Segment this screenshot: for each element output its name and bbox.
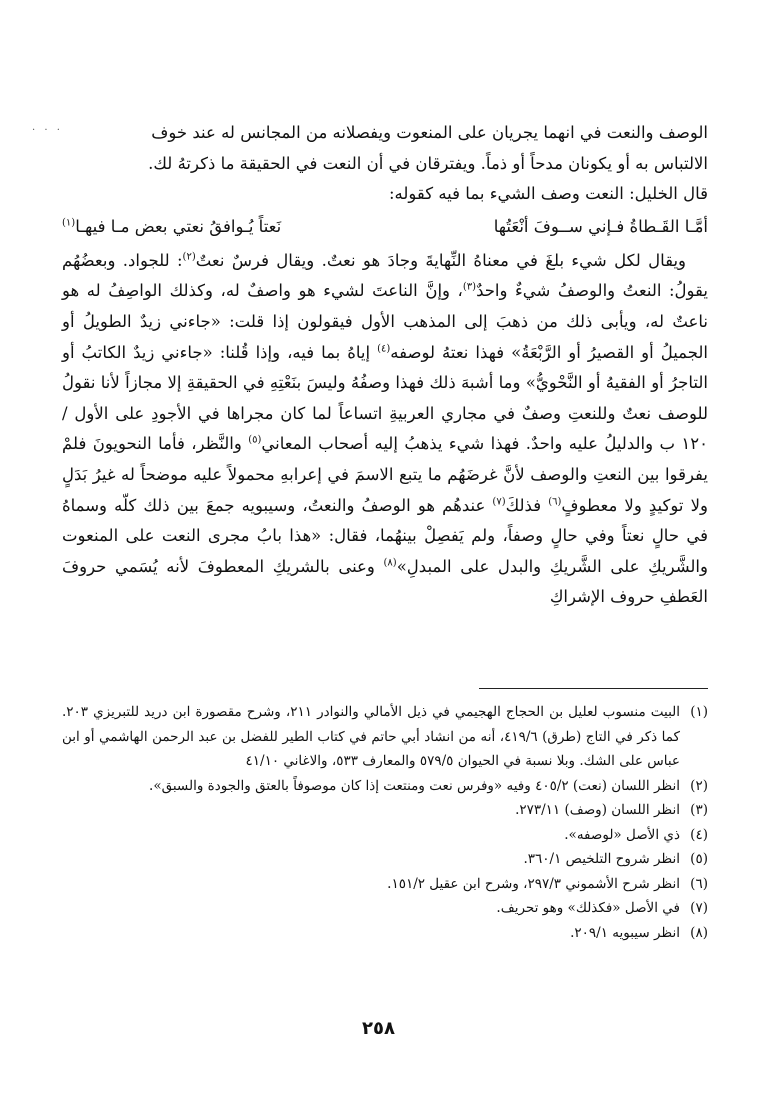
footnote-divider bbox=[479, 688, 708, 689]
poetry-verse bbox=[62, 212, 708, 242]
footnote-number: (٦) bbox=[690, 875, 708, 892]
footnote-ref-4: (٤) bbox=[377, 343, 391, 355]
footnote-text: انظر اللسان (وصف) ٢٧٣/١١. bbox=[515, 802, 680, 818]
footnote-text: انظر سيبويه ٢٠٩/١. bbox=[570, 924, 680, 941]
footnote-number: (٢) bbox=[690, 777, 708, 794]
footnote-ref-2: (٢) bbox=[182, 251, 196, 263]
footnote-ref-8: (٨) bbox=[383, 557, 397, 569]
footnote-number: (٧) bbox=[690, 900, 708, 916]
text-line-1: الوصف والنعت في انهما يجريان على المنعوت ويفصلانه من المجانس له عند خوف bbox=[151, 123, 708, 142]
footnote-number: (٤) bbox=[690, 826, 708, 843]
footnote-ref-1: (١) bbox=[62, 217, 76, 229]
margin-mark: . . . bbox=[32, 122, 63, 133]
main-paragraph bbox=[62, 246, 708, 613]
footnote-5 bbox=[62, 847, 708, 872]
footnote-text: في الأصل «فكذلك» وهو تحريف. bbox=[496, 900, 680, 916]
paragraph-text-4: إياهُ بما فيه، وإذا قُلنا: «جاءني زيدٌ الكاتبُ أو التاجرُ أو الفقيهُ أو النَّحْويُّ» وما أشبهَ ذلك فهذا وصفُهُ وليسَ بنَعْتِهِ في الحقيقةِ إلا مجازاً لأنا نقولُ للوصف نعتٌ وللنعتِ وصفٌ في مجاري العربيةِ اتساعاً لما كان مجراها في الأجودِ على الأول / ١٢٠ ب والدليلُ عليه واحدٌ. فهذا شيء يذهبُ إليه أصحاب المعاني bbox=[62, 342, 708, 454]
footnote-7 bbox=[62, 896, 708, 921]
main-text bbox=[62, 118, 708, 613]
footnote-2 bbox=[62, 774, 708, 799]
footnote-ref-5: (٥) bbox=[248, 434, 262, 446]
text-line-3: قال الخليل: النعت وصف الشيء بما فيه كقوله: bbox=[388, 184, 708, 204]
paragraph-text-7: عندهُم هو الوصفُ والنعتُ، وسيبويه جمعَ بين ذلك كلّه وسماهُ في حالٍ نعتاً وفي حالٍ وصفاً، ولم يَفصِلْ بينهُما، فقال: «هذا بابُ مجرى النعت على المنعوت والشَّريكِ على الشَّريكِ والبدل على المبدلِ» bbox=[62, 495, 708, 576]
footnote-text: انظر شرح الأشموني ٢٩٧/٣، وشرح ابن عقيل ١٥١/٢. bbox=[387, 875, 680, 892]
footnote-ref-3: (٣) bbox=[462, 281, 477, 293]
verse-second-hemistich: نَعتاً يُـوافقُ نعتي بعض مـا فيهـا bbox=[75, 216, 282, 236]
footnote-text: انظر اللسان (نعت) ٤٠٥/٢ وفيه «وفرس نعت ومنتعت إذا كان موصوفاً بالعتق والجودة والسبق». bbox=[149, 777, 680, 794]
paragraph-text-5: والنَّظر، فأما النحويونَ فلمْ يفرقوا بين النعتِ والوصف لأنَّ غرضَهُم ما يتبع الاسمَ في إعرابهِ محمولاً عليه موضحاً له غيرُ بَدَلٍ ولا توكيدٍ ولا معطوفٍ bbox=[62, 434, 708, 515]
footnote-ref-7: (٧) bbox=[492, 496, 506, 508]
footnote-number: (١) bbox=[690, 704, 709, 720]
verse-first-hemistich: أمَّـا القَـطاةُ فـإني ســوفَ أنْعَتُها bbox=[493, 216, 708, 236]
paragraph-text-2: : للجواد. وبعضُهُم يقولُ: النعتُ والوصفُ شيءٌ واحدٌ bbox=[62, 250, 708, 301]
footnote-text: ذي الأصل «لوصفه». bbox=[564, 826, 680, 843]
footnote-8 bbox=[62, 921, 708, 946]
paragraph-text-1: ويقال لكل شيء بلغَ في معناهُ النِّهايةَ وجادَ هو نعتٌ. ويقال فرسٌ نعتٌ bbox=[195, 250, 687, 270]
footnote-text: انظر شروح التلخيص ٣٦٠/١. bbox=[523, 851, 680, 867]
paragraph-text-8: وعنى بالشريكِ المعطوفَ لأنه يُسَمي حروفَ العَطفِ حروف الإشراكِ bbox=[62, 556, 708, 607]
footnote-number: (٣) bbox=[690, 802, 708, 818]
footnote-6 bbox=[62, 872, 708, 897]
text-line-2: الالتباس به أو يكونان مدحاً أو ذماً. ويفترقان في أن النعت في الحقيقة ما ذكرتهُ لك. bbox=[148, 153, 708, 173]
footnote-4 bbox=[62, 823, 708, 848]
footnote-number: (٨) bbox=[690, 924, 708, 941]
footnote-3 bbox=[62, 798, 708, 823]
page-number: ٢٥٨ bbox=[362, 1018, 395, 1039]
paragraph-text-6: فذلكَ bbox=[505, 495, 549, 515]
footnote-number: (٥) bbox=[690, 851, 708, 867]
verse-second-hemistich-wrap bbox=[62, 212, 281, 243]
footnote-text: البيت منسوب لعليل بن الحجاج الهجيمي في ذيل الأمالي والنوادر ٢١١، وشرح مقصورة ابن دريد للتبريزي ٢٠٣. كما ذكر في التاج (طرق) ٤١٩/٦، أنه من انشاد أبي حاتم في كتاب الطير للفضل بن عبد الرحمن الهاشمي أو ابن عباس على الشك. وبلا نسبة في الحيوان ٥٧٩/٥ والمعارف ٥٣٣، والاغاني ٤١/١٠ bbox=[62, 704, 681, 769]
footnotes bbox=[62, 700, 708, 945]
footnote-1 bbox=[62, 700, 708, 774]
paragraph-text-3: ، وإنَّ الناعتَ لشيء هو واصفٌ له، وكذلك الواصِفُ له هو ناعتٌ له، ويأبى ذلك من ذهبَ إلى المذهب الأول فيقولون إذا قلت: «جاءني زيدٌ الطويلُ أو الجميلُ أو القصيرُ أو الرَّبْعَةُ» فهذا نعتهُ لوصفه bbox=[62, 281, 708, 362]
footnote-ref-6: (٦) bbox=[548, 496, 562, 508]
